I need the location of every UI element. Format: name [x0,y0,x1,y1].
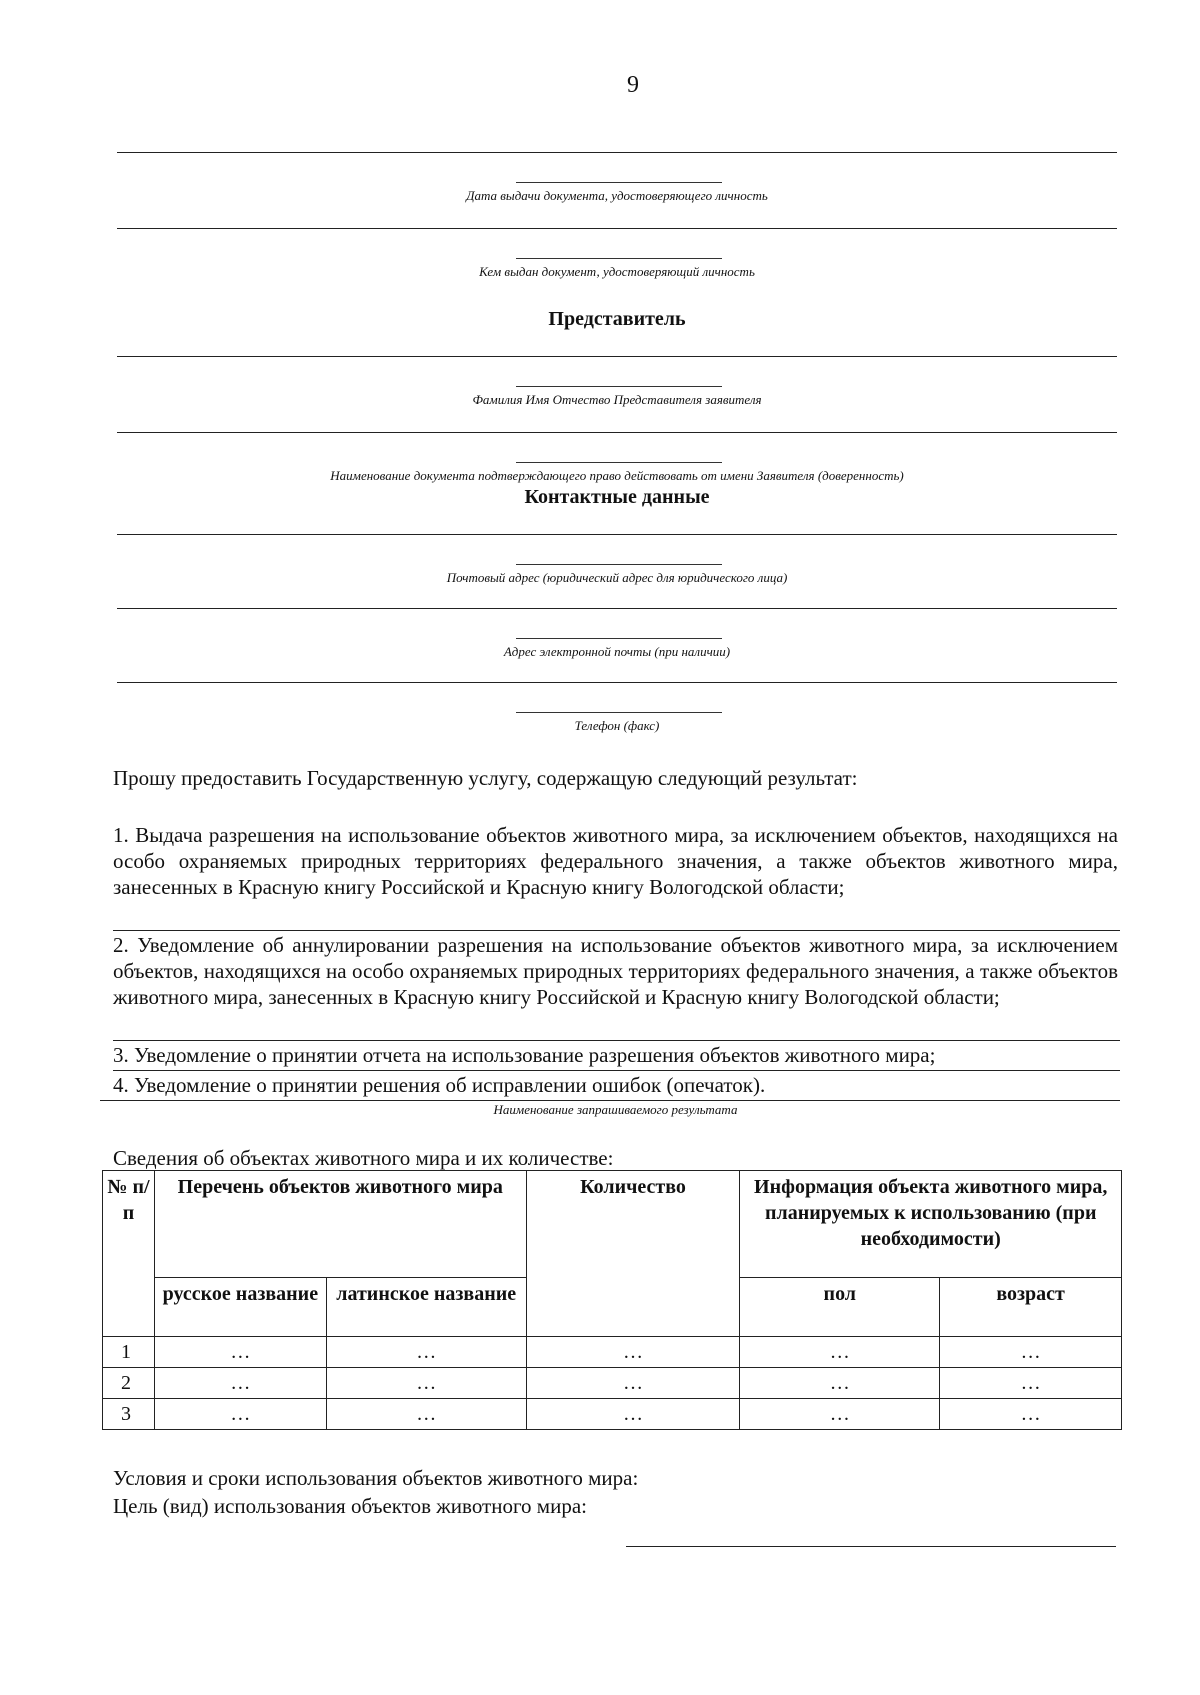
cell-num: 2 [103,1368,155,1399]
subheader-lat: латинское название [326,1278,526,1337]
col-header-num: № п/ п [103,1171,155,1337]
result-divider [113,1040,1120,1041]
table-row [103,1399,1122,1430]
table-intro: Сведения об объектах животного мира и их количестве: [113,1146,614,1170]
cell-qty[interactable]: … [526,1337,740,1368]
result-divider [113,1070,1120,1071]
result-divider [100,1100,1120,1101]
field-divider [516,564,722,565]
result-item-3: 3. Уведомление о принятии отчета на использование разрешения объектов животного мира; [113,1043,936,1067]
field-caption-issued-by: Кем выдан документ, удостоверяющий личность [479,264,755,279]
cell-ru[interactable]: … [154,1399,326,1430]
purpose-label: Цель (вид) использования объектов животного мира: [113,1494,587,1518]
objects-table [102,1170,1122,1430]
heading-contacts: Контактные данные [524,486,710,508]
page-number: 9 [627,72,639,98]
field-caption-postal: Почтовый адрес (юридический адрес для юридического лица) [446,570,788,585]
field-caption-issue-date: Дата выдачи документа, удостоверяющего личность [466,188,768,203]
subheader-age: возраст [940,1278,1122,1337]
cell-qty[interactable]: … [526,1368,740,1399]
result-item-4: 4. Уведомление о принятии решения об исправлении ошибок (опечаток). [113,1073,766,1097]
cell-ru[interactable]: … [154,1337,326,1368]
cell-age[interactable]: … [940,1368,1122,1399]
cell-sex[interactable]: … [740,1337,940,1368]
field-caption-rep-doc: Наименование документа подтверждающего право действовать от имени Заявителя (доверенность) [330,468,904,483]
field-caption-phone: Телефон (факс) [574,718,660,733]
cell-age[interactable]: … [940,1337,1122,1368]
field-divider [516,712,722,713]
col-header-list: Перечень объектов животного мира [154,1171,526,1278]
subheader-ru: русское название [154,1278,326,1337]
cell-num: 3 [103,1399,155,1430]
field-line-email[interactable] [117,608,1117,609]
col-header-info: Информация объекта животного мира, планируемых к использованию (при необходимости) [740,1171,1122,1278]
table-row [103,1337,1122,1368]
field-caption-email: Адрес электронной почты (при наличии) [503,644,731,659]
purpose-input-line[interactable] [626,1546,1116,1547]
field-line-issued-by[interactable] [117,228,1117,229]
table-row [103,1368,1122,1399]
cell-age[interactable]: … [940,1399,1122,1430]
cell-ru[interactable]: … [154,1368,326,1399]
cell-lat[interactable]: … [326,1337,526,1368]
field-line-phone[interactable] [117,682,1117,683]
conditions-label: Условия и сроки использования объектов животного мира: [113,1466,639,1490]
result-item-1: 1. Выдача разрешения на использование объектов животного мира, за исключением объектов, находящихся на особо охраняемых природных территориях федерального значения, а также объектов животного мира, занесенных в Красную книгу Российской и Красную книгу Вологодской области; [113,823,1118,899]
field-line-issue-date[interactable] [117,152,1117,153]
heading-representative: Представитель [548,308,686,330]
field-divider [516,182,722,183]
cell-lat[interactable]: … [326,1399,526,1430]
subheader-sex: пол [740,1278,940,1337]
col-header-qty: Количество [526,1171,740,1337]
field-line-rep-doc[interactable] [117,432,1117,433]
cell-sex[interactable]: … [740,1368,940,1399]
request-intro: Прошу предоставить Государственную услугу, содержащую следующий результат: [113,766,858,790]
field-divider [516,638,722,639]
field-divider [516,462,722,463]
field-line-rep-name[interactable] [117,356,1117,357]
field-caption-rep-name: Фамилия Имя Отчество Представителя заявителя [472,392,762,407]
results-caption: Наименование запрашиваемого результата [493,1102,738,1117]
field-line-postal[interactable] [117,534,1117,535]
cell-num: 1 [103,1337,155,1368]
field-divider [516,258,722,259]
result-item-2: 2. Уведомление об аннулировании разрешения на использование объектов животного мира, за исключением объектов, находящихся на особо охраняемых природных территориях федерального значения, а также объектов животного мира, занесенных в Красную книгу Российской и Красную книгу Вологодской области; [113,933,1118,1009]
field-divider [516,386,722,387]
cell-qty[interactable]: … [526,1399,740,1430]
result-divider [113,930,1120,931]
cell-lat[interactable]: … [326,1368,526,1399]
cell-sex[interactable]: … [740,1399,940,1430]
